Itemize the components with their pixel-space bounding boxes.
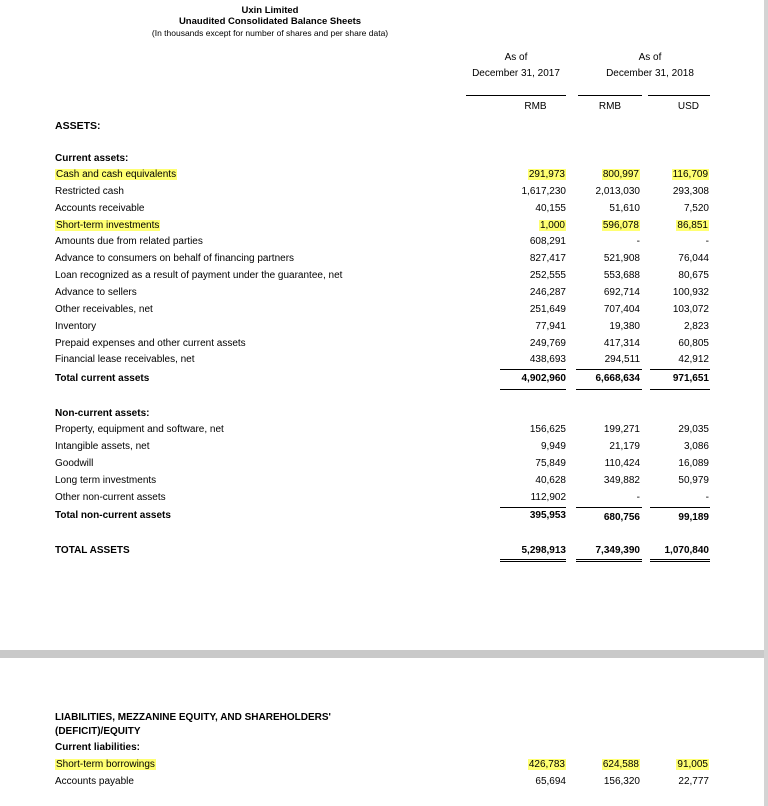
col-rule-1 [466, 95, 566, 96]
current-asset-value-usd: - [705, 236, 709, 248]
total-current-assets-row [0, 373, 768, 389]
current-asset-value-usd: 60,805 [678, 337, 709, 349]
col-2018-asof: As of [638, 52, 662, 63]
current-liability-label: Accounts payable [55, 775, 134, 787]
current-liability-value-usd: 22,777 [678, 775, 709, 787]
current-asset-label: Restricted cash [55, 185, 124, 197]
noncurrent-asset-row [0, 492, 768, 508]
company-name: Uxin Limited [241, 5, 299, 16]
statement-page-2 [0, 658, 768, 806]
assets-heading: ASSETS: [55, 120, 101, 132]
noncurrent-asset-value-usd: 3,086 [683, 440, 709, 452]
liabilities-heading-line2: (DEFICIT)/EQUITY [55, 726, 141, 737]
noncurrent-asset-value-2017: 156,625 [529, 424, 566, 435]
total-assets-label: TOTAL ASSETS [55, 545, 130, 556]
current-asset-value-2018: 553,688 [603, 270, 640, 282]
current-liabilities-heading: Current liabilities: [55, 742, 141, 753]
current-asset-label: Cash and cash equivalents [56, 169, 177, 180]
total-noncurrent-assets-label: Total non-current assets [55, 510, 171, 521]
noncurrent-asset-value-usd: 29,035 [678, 424, 709, 435]
total-assets-usd: 1,070,840 [664, 545, 709, 556]
current-asset-row [0, 338, 768, 354]
col-2017-date: December 31, 2017 [472, 68, 560, 79]
current-asset-row [0, 304, 768, 320]
statement-subtitle: (In thousands except for number of shares and per share data) [151, 28, 389, 38]
total-current-assets-2018: 6,668,634 [595, 373, 640, 384]
current-asset-value-2018: 417,314 [603, 337, 640, 349]
current-asset-value-2017: 252,555 [529, 270, 566, 282]
noncurrent-asset-label: Property, equipment and software, net [55, 424, 224, 435]
current-asset-value-2017: 77,941 [535, 320, 566, 332]
noncurrent-asset-label: Goodwill [55, 457, 94, 469]
noncurrent-asset-value-2018: 199,271 [603, 424, 640, 435]
subtotal-rule-2 [576, 369, 642, 370]
current-asset-value-2018: 596,078 [602, 219, 639, 231]
current-asset-value-2017: 40,155 [535, 202, 566, 214]
current-asset-value-2018: 19,380 [609, 320, 640, 332]
current-asset-value-2017: 438,693 [529, 354, 566, 366]
current-asset-value-usd: 116,709 [672, 169, 708, 180]
noncurrent-asset-value-2018: - [636, 491, 640, 503]
current-liability-value-2018: 624,588 [602, 759, 639, 770]
current-liability-label: Short-term borrowings [56, 759, 155, 770]
current-asset-value-2018: 800,997 [602, 169, 639, 180]
current-liability-value-usd: 91,005 [677, 759, 708, 770]
current-asset-value-usd: 2,823 [683, 320, 709, 332]
current-liability-value-2017: 426,783 [528, 759, 565, 770]
noncurrent-asset-row [0, 475, 768, 491]
current-asset-value-2018: 51,610 [609, 202, 640, 214]
current-asset-value-2017: 246,287 [529, 286, 566, 298]
current-asset-value-2017: 1,617,230 [521, 185, 566, 197]
current-asset-label: Advance to consumers on behalf of financing partners [55, 253, 295, 265]
col-rule-2 [578, 95, 642, 96]
current-asset-value-2017: 1,000 [539, 219, 565, 231]
current-asset-row [0, 186, 768, 202]
grand-total-rule-2 [576, 559, 642, 562]
current-liability-value-2017: 65,694 [535, 775, 566, 787]
current-asset-row [0, 220, 768, 236]
noncurrent-asset-value-2018: 349,882 [603, 474, 640, 486]
current-asset-label: Advance to sellers [55, 286, 137, 298]
current-asset-value-2018: 294,511 [604, 354, 640, 366]
current-asset-row [0, 169, 768, 185]
total-noncurrent-assets-row [0, 510, 768, 526]
noncurrent-asset-label: Intangible assets, net [55, 440, 150, 452]
current-asset-label: Loan recognized as a result of payment under the guarantee, net [55, 270, 343, 282]
current-asset-value-2018: 692,714 [603, 286, 640, 298]
col-currency-rmb-2018: RMB [598, 101, 622, 112]
current-asset-value-2017: 608,291 [529, 236, 566, 248]
noncurrent-asset-row [0, 424, 768, 440]
noncurrent-asset-value-2018: 110,424 [604, 457, 640, 469]
current-asset-value-2018: 2,013,030 [595, 185, 640, 197]
total-rule-2 [576, 389, 642, 390]
total-assets-2018: 7,349,390 [595, 545, 640, 556]
total-noncurrent-assets-2017: 395,953 [529, 510, 566, 521]
col-currency-rmb-2017: RMB [524, 101, 547, 112]
noncurrent-asset-value-2018: 21,179 [609, 440, 640, 452]
nc-rule-2 [576, 507, 642, 508]
total-current-assets-usd: 971,651 [672, 373, 709, 384]
noncurrent-asset-label: Other non-current assets [55, 491, 166, 503]
noncurrent-asset-value-usd: - [705, 491, 709, 503]
total-current-assets-label: Total current assets [55, 373, 150, 384]
page-separator [0, 650, 768, 658]
current-asset-label: Prepaid expenses and other current assets [55, 337, 246, 349]
noncurrent-asset-row [0, 441, 768, 457]
col-2018-date: December 31, 2018 [606, 68, 694, 79]
current-asset-row [0, 321, 768, 337]
current-asset-value-usd: 7,520 [683, 202, 709, 214]
current-asset-value-2017: 249,769 [529, 337, 566, 349]
current-asset-label: Financial lease receivables, net [55, 354, 195, 366]
current-asset-row [0, 236, 768, 252]
current-asset-value-2018: 707,404 [603, 303, 640, 315]
grand-total-rule-1 [500, 559, 566, 562]
total-current-assets-2017: 4,902,960 [521, 373, 566, 384]
current-asset-value-2017: 291,973 [528, 169, 565, 180]
current-asset-label: Amounts due from related parties [55, 236, 203, 248]
current-asset-value-2017: 827,417 [529, 253, 566, 265]
statement-title: Unaudited Consolidated Balance Sheets [178, 16, 362, 27]
current-asset-value-2017: 251,649 [529, 303, 566, 315]
current-liability-value-2018: 156,320 [603, 775, 640, 787]
current-asset-value-usd: 86,851 [677, 219, 708, 231]
noncurrent-asset-value-2017: 75,849 [535, 457, 566, 469]
current-asset-value-usd: 76,044 [678, 253, 709, 265]
noncurrent-asset-row [0, 458, 768, 474]
current-liability-row [0, 759, 768, 775]
current-asset-row [0, 287, 768, 303]
current-asset-label: Accounts receivable [55, 202, 145, 214]
current-asset-value-2018: - [636, 236, 640, 248]
total-noncurrent-assets-usd: 99,189 [678, 512, 709, 523]
current-asset-row [0, 203, 768, 219]
noncurrent-asset-value-2017: 9,949 [540, 440, 566, 452]
col-2017-asof: As of [504, 52, 528, 63]
nc-rule-3 [650, 507, 710, 508]
current-asset-label: Inventory [55, 320, 97, 332]
noncurrent-asset-value-usd: 16,089 [678, 457, 709, 469]
noncurrent-asset-value-2017: 40,628 [535, 474, 566, 486]
current-asset-value-2018: 521,908 [603, 253, 640, 265]
total-rule-1 [500, 389, 566, 390]
current-assets-heading: Current assets: [55, 153, 129, 164]
current-asset-value-usd: 80,675 [678, 270, 709, 282]
current-asset-row [0, 253, 768, 269]
grand-total-rule-3 [650, 559, 710, 562]
total-rule-3 [650, 389, 710, 390]
current-asset-value-usd: 42,912 [678, 354, 709, 366]
col-currency-usd-2018: USD [677, 101, 699, 112]
current-liability-row [0, 776, 768, 792]
noncurrent-asset-label: Long term investments [55, 474, 157, 486]
current-asset-value-usd: 100,932 [672, 286, 709, 298]
current-asset-row [0, 270, 768, 286]
nc-rule-1 [500, 507, 566, 508]
current-asset-label: Short-term investments [56, 219, 160, 231]
subtotal-rule-3 [650, 369, 710, 370]
current-asset-label: Other receivables, net [55, 303, 153, 315]
current-asset-value-usd: 293,308 [672, 185, 709, 197]
current-asset-row [0, 354, 768, 370]
noncurrent-asset-value-2017: 112,902 [530, 491, 566, 503]
noncurrent-assets-heading: Non-current assets: [55, 408, 150, 419]
col-rule-3 [648, 95, 710, 96]
noncurrent-asset-value-usd: 50,979 [678, 474, 709, 486]
total-assets-2017: 5,298,913 [521, 545, 566, 556]
liabilities-heading-line1: LIABILITIES, MEZZANINE EQUITY, AND SHAREHOLDERS' [55, 712, 331, 723]
total-noncurrent-assets-2018: 680,756 [603, 512, 640, 523]
subtotal-rule-1 [500, 369, 566, 370]
current-asset-value-usd: 103,072 [672, 303, 709, 315]
viewer-scroll-edge [764, 0, 768, 806]
